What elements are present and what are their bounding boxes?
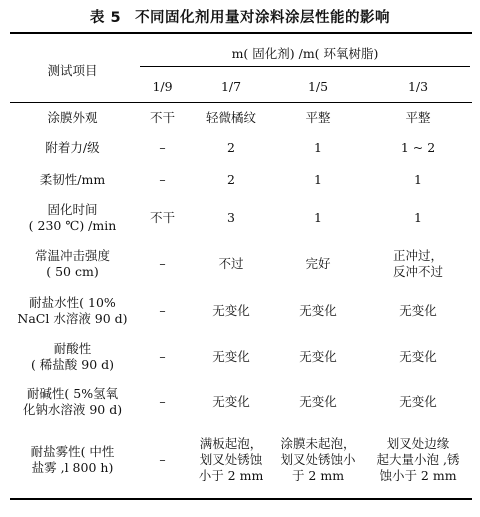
top-rule xyxy=(10,32,472,34)
cell-text xyxy=(414,172,422,188)
cell-text xyxy=(299,303,337,319)
cell-line: 平整 xyxy=(305,110,331,125)
table-label: 表 5 xyxy=(89,10,122,26)
row-value-cell xyxy=(190,104,272,132)
row-value-cell xyxy=(135,240,190,288)
cell-text xyxy=(227,140,235,156)
row-item-cell xyxy=(10,424,135,496)
row-item-cell xyxy=(10,164,135,196)
row-value-cell xyxy=(364,424,472,496)
cell-line: 耐酸性 xyxy=(53,341,92,356)
cell-line: 常温冲击强度 xyxy=(34,248,110,263)
cell-line: – xyxy=(159,140,166,155)
row-value-cell xyxy=(190,164,272,196)
cell-line: 涂膜外观 xyxy=(47,110,98,125)
cell-line: – xyxy=(159,349,166,364)
cell-line: 1 xyxy=(314,140,322,155)
header-item-col: 测试项目 xyxy=(47,63,98,78)
row-value-cell xyxy=(135,104,190,132)
row-value-cell xyxy=(190,424,272,496)
cell-text xyxy=(150,210,175,226)
cell-text xyxy=(393,248,443,280)
row-value-cell xyxy=(135,164,190,196)
cell-text xyxy=(299,394,337,410)
row-value-cell xyxy=(272,132,364,164)
cell-text xyxy=(314,172,322,188)
cell-line: 平整 xyxy=(405,110,431,125)
cell-line: 正冲过， xyxy=(392,248,443,263)
row-value-cell xyxy=(135,196,190,240)
cell-text xyxy=(23,386,122,418)
cell-line: ( 50 cm) xyxy=(46,264,99,279)
cell-text xyxy=(159,256,165,272)
cell-text xyxy=(299,349,337,365)
cell-line: 无变化 xyxy=(212,303,250,318)
cell-line: – xyxy=(159,256,166,271)
cell-line: 蚀小于 2 mm xyxy=(379,468,457,483)
cell-line: 1 xyxy=(414,172,422,187)
row-value-cell xyxy=(364,132,472,164)
cell-text xyxy=(40,172,105,188)
cell-line: 不干 xyxy=(149,110,175,125)
cell-line: 划叉处锈蚀小 xyxy=(280,452,356,467)
cell-line: 划叉处边缘 xyxy=(386,436,450,451)
row-value-cell xyxy=(364,104,472,132)
cell-text xyxy=(212,303,250,319)
cell-text xyxy=(305,110,330,126)
row-value-cell xyxy=(272,104,364,132)
row-value-cell xyxy=(190,380,272,424)
cell-text xyxy=(159,172,165,188)
cell-text xyxy=(35,248,110,280)
cell-line: 1 ~ 2 xyxy=(400,140,436,155)
table-title xyxy=(0,6,480,27)
cell-line: 1 xyxy=(314,210,322,225)
cell-line: 耐碱性( 5%氢氧 xyxy=(26,386,119,401)
cell-text xyxy=(47,110,97,126)
cell-line: 固化时间 xyxy=(47,202,98,217)
header-ratio-2: 1/7 xyxy=(220,79,242,94)
cell-text xyxy=(159,349,165,365)
cell-line: 无变化 xyxy=(399,303,437,318)
cell-line: 于 2 mm xyxy=(291,468,345,483)
cell-text xyxy=(45,140,99,156)
cell-line: 无变化 xyxy=(399,349,437,364)
row-value-cell xyxy=(272,380,364,424)
cell-line: 起大量小泡 ,锈 xyxy=(376,452,460,467)
cell-line: – xyxy=(159,172,166,187)
row-item-cell xyxy=(10,104,135,132)
cell-line: 附着力/级 xyxy=(45,140,100,155)
row-value-cell xyxy=(135,132,190,164)
cell-line: 柔韧性/mm xyxy=(39,172,106,187)
header-ratio-3: 1/5 xyxy=(307,79,329,94)
cell-text xyxy=(31,444,115,476)
cell-line: 小于 2 mm xyxy=(198,468,264,483)
row-value-cell xyxy=(272,164,364,196)
row-value-cell xyxy=(364,380,472,424)
cell-text xyxy=(31,341,114,373)
row-value-cell xyxy=(272,424,364,496)
cell-line: 1 xyxy=(414,210,422,225)
cell-text xyxy=(159,394,165,410)
cell-text xyxy=(199,436,264,484)
header-ratio-1: 1/9 xyxy=(152,79,173,94)
row-value-cell xyxy=(135,424,190,496)
row-value-cell xyxy=(135,288,190,334)
row-value-cell xyxy=(272,334,364,380)
cell-text xyxy=(314,210,322,226)
cell-text xyxy=(401,140,435,156)
cell-text xyxy=(305,256,330,272)
cell-line: NaCl 水溶液 90 d) xyxy=(17,311,128,326)
cell-line: 3 xyxy=(227,210,235,225)
cell-line: ( 稀盐酸 90 d) xyxy=(30,357,115,372)
row-value-cell xyxy=(190,334,272,380)
row-value-cell xyxy=(272,196,364,240)
row-item-cell xyxy=(10,240,135,288)
header-rule xyxy=(10,102,472,103)
header-ratio-4: 1/3 xyxy=(407,79,429,94)
row-value-cell xyxy=(190,132,272,164)
cell-line: 无变化 xyxy=(399,394,437,409)
cell-text xyxy=(29,202,117,234)
cell-text xyxy=(227,172,235,188)
cell-line: 化钠水溶液 90 d) xyxy=(22,402,123,417)
cell-line: 2 xyxy=(227,140,235,155)
row-value-cell xyxy=(364,196,472,240)
cell-line: 划叉处锈蚀 xyxy=(199,452,263,467)
cell-line: – xyxy=(159,303,166,318)
cell-line: 反冲不过 xyxy=(392,264,443,279)
cell-line: 轻微橘纹 xyxy=(205,110,256,125)
cell-text xyxy=(377,436,460,484)
row-value-cell xyxy=(135,334,190,380)
row-item-cell xyxy=(10,380,135,424)
cell-line: – xyxy=(159,452,166,467)
cell-line: 不过 xyxy=(218,256,244,271)
row-item-cell xyxy=(10,196,135,240)
cell-line: 1 xyxy=(314,172,322,187)
header-group: m( 固化剂) /m( 环氧树脂) xyxy=(231,46,379,61)
cell-line: 无变化 xyxy=(299,394,337,409)
cell-text xyxy=(206,110,256,126)
bottom-rule xyxy=(10,498,472,500)
cell-line: 完好 xyxy=(305,256,331,271)
cell-text xyxy=(399,394,437,410)
cell-line: 不干 xyxy=(149,210,175,225)
table-title-text: 不同固化剂用量对涂料涂层性能的影响 xyxy=(135,10,391,26)
cell-text xyxy=(17,295,127,327)
cell-text xyxy=(218,256,243,272)
cell-line: 耐盐水性( 10% xyxy=(29,295,116,310)
row-value-cell xyxy=(190,196,272,240)
cell-line: ( 230 ℃) /min xyxy=(28,218,117,233)
cell-line: 无变化 xyxy=(212,394,250,409)
row-value-cell xyxy=(364,334,472,380)
cell-line: 涂膜未起泡， xyxy=(280,436,356,451)
cell-text xyxy=(399,349,437,365)
cell-text xyxy=(212,349,250,365)
cell-text xyxy=(212,394,250,410)
cell-line: 无变化 xyxy=(299,349,337,364)
cell-text xyxy=(150,110,175,126)
row-value-cell xyxy=(272,288,364,334)
cell-line: 无变化 xyxy=(299,303,337,318)
cell-line: 2 xyxy=(227,172,235,187)
row-value-cell xyxy=(364,164,472,196)
row-value-cell xyxy=(190,240,272,288)
cell-text xyxy=(280,436,355,484)
cell-text xyxy=(159,140,165,156)
row-value-cell xyxy=(364,288,472,334)
cell-line: 盐雾 ,l 800 h) xyxy=(31,460,114,475)
cell-text xyxy=(414,210,422,226)
cell-text xyxy=(399,303,437,319)
row-item-cell xyxy=(10,132,135,164)
cell-text xyxy=(227,210,235,226)
cell-line: 满板起泡， xyxy=(199,436,263,451)
header-span-line xyxy=(140,66,470,67)
cell-line: 无变化 xyxy=(212,349,250,364)
cell-line: – xyxy=(159,394,166,409)
row-item-cell xyxy=(10,334,135,380)
row-value-cell xyxy=(190,288,272,334)
row-value-cell xyxy=(364,240,472,288)
cell-text xyxy=(405,110,430,126)
cell-text xyxy=(159,303,165,319)
cell-text xyxy=(314,140,322,156)
row-value-cell xyxy=(272,240,364,288)
row-item-cell xyxy=(10,288,135,334)
cell-line: 耐盐雾性( 中性 xyxy=(30,444,115,459)
row-value-cell xyxy=(135,380,190,424)
cell-text xyxy=(159,452,165,468)
